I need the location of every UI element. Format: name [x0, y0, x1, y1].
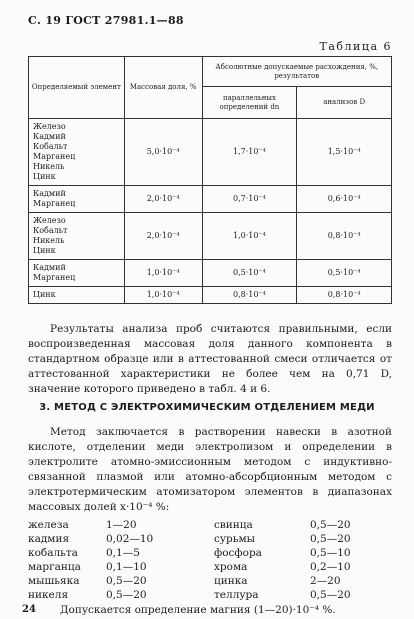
- element-name: Марганец: [33, 199, 76, 208]
- element-name: Цинк: [33, 246, 56, 255]
- header-divergence: Абсолютные допускаемые расхождения, %, результатов: [202, 57, 391, 87]
- element-name: теллура: [214, 589, 259, 601]
- range-row: [28, 546, 392, 560]
- range-row: [28, 574, 392, 588]
- range-value: 0,5—20: [106, 589, 147, 601]
- table-row: [29, 186, 392, 213]
- table-row: [29, 119, 392, 186]
- element-name: свинца: [214, 519, 253, 531]
- element-name: Никель: [33, 236, 65, 245]
- element-name: Кобальт: [33, 142, 68, 151]
- paragraph-correctness: Результаты анализа проб считаются правильными, если воспроизведенная массовая доля данного компонента в стандартном образце или в аттестованной смеси отличается от аттестованной характеристики не более чем на 0,71 D, значение которого приведено в табл. 4 и 6.: [28, 323, 392, 395]
- element-name: Марганец: [33, 273, 76, 282]
- table-row: [29, 260, 392, 287]
- element-name: железа: [28, 519, 69, 531]
- element-name: Железо: [33, 122, 66, 131]
- cell-fraction: 1,0·10⁻⁴: [124, 260, 202, 287]
- table-label: Таблица 6: [319, 40, 392, 53]
- range-value: 0,5—20: [310, 533, 351, 545]
- cell-d: 0,6·10⁻⁴: [297, 186, 392, 213]
- element-name: Цинк: [33, 172, 56, 181]
- cell-dn: 0,5·10⁻⁴: [202, 260, 297, 287]
- element-name: мышьяка: [28, 575, 80, 587]
- range-row: [28, 560, 392, 574]
- cell-elements: [29, 186, 125, 213]
- element-name: Никель: [33, 162, 65, 171]
- element-name: Кадмий: [33, 189, 66, 198]
- table-row: [29, 213, 392, 260]
- cell-elements: [29, 260, 125, 287]
- paragraph-magnesium: Допускается определение магния (1—20)·10⁻⁴ %.: [60, 604, 336, 616]
- paragraph-method: Метод заключается в растворении навески в азотной кислоте, отделении меди электролизом и определении в электролите атомно-эмиссионным методом с индуктивно-связанной плазмой или атомно-абсорбционным методом с электротермическим атомизатором элементов в диапазонах массовых долей x·10⁻⁴ %:: [28, 426, 392, 513]
- cell-elements: [29, 213, 125, 260]
- ranges-list: [28, 518, 392, 602]
- range-value: 0,5—20: [106, 575, 147, 587]
- element-name: Кобальт: [33, 226, 68, 235]
- element-name: Железо: [33, 216, 66, 225]
- element-name: кобальта: [28, 547, 78, 559]
- table-6: [28, 56, 392, 304]
- element-name: марганца: [28, 561, 81, 573]
- element-name: кадмия: [28, 533, 70, 545]
- cell-dn: 0,8·10⁻⁴: [202, 287, 297, 304]
- cell-dn: 1,0·10⁻⁴: [202, 213, 297, 260]
- range-value: 0,1—10: [106, 561, 147, 573]
- cell-d: 0,8·10⁻⁴: [297, 213, 392, 260]
- cell-fraction: 5,0·10⁻⁴: [124, 119, 202, 186]
- cell-fraction: 2,0·10⁻⁴: [124, 213, 202, 260]
- header-element: Определяемый элемент: [29, 57, 125, 119]
- range-value: 0,02—10: [106, 533, 154, 545]
- element-name: цинка: [214, 575, 248, 587]
- table-row: [29, 287, 392, 304]
- header-fraction: Массовая доля, %: [124, 57, 202, 119]
- cell-dn: 1,7·10⁻⁴: [202, 119, 297, 186]
- range-value: 0,5—20: [310, 519, 351, 531]
- page-number: 24: [22, 604, 36, 615]
- cell-d: 0,5·10⁻⁴: [297, 260, 392, 287]
- range-value: 2—20: [310, 575, 341, 587]
- cell-fraction: 1,0·10⁻⁴: [124, 287, 202, 304]
- range-value: 0,2—10: [310, 561, 351, 573]
- range-row: [28, 532, 392, 546]
- element-name: сурьмы: [214, 533, 256, 545]
- cell-d: 0,8·10⁻⁴: [297, 287, 392, 304]
- page-header: С. 19 ГОСТ 27981.1—88: [28, 14, 184, 27]
- range-value: 0,5—20: [310, 589, 351, 601]
- element-name: фосфора: [214, 547, 262, 559]
- range-value: 1—20: [106, 519, 137, 531]
- cell-d: 1,5·10⁻⁴: [297, 119, 392, 186]
- cell-dn: 0,7·10⁻⁴: [202, 186, 297, 213]
- cell-fraction: 2,0·10⁻⁴: [124, 186, 202, 213]
- cell-elements: [29, 119, 125, 186]
- cell-elements: [29, 287, 125, 304]
- element-name: никеля: [28, 589, 69, 601]
- header-parallel: параллельных определений dn: [202, 87, 297, 119]
- range-value: 0,5—10: [310, 547, 351, 559]
- range-row: [28, 588, 392, 602]
- element-name: Кадмий: [33, 263, 66, 272]
- element-name: Кадмий: [33, 132, 66, 141]
- header-analysis: анализов D: [297, 87, 392, 119]
- element-name: Цинк: [33, 290, 56, 299]
- element-name: Марганец: [33, 152, 76, 161]
- section-title: 3. МЕТОД С ЭЛЕКТРОХИМИЧЕСКИМ ОТДЕЛЕНИЕМ МЕДИ: [39, 402, 375, 413]
- range-value: 0,1—5: [106, 547, 140, 559]
- element-name: хрома: [214, 561, 248, 573]
- range-row: [28, 518, 392, 532]
